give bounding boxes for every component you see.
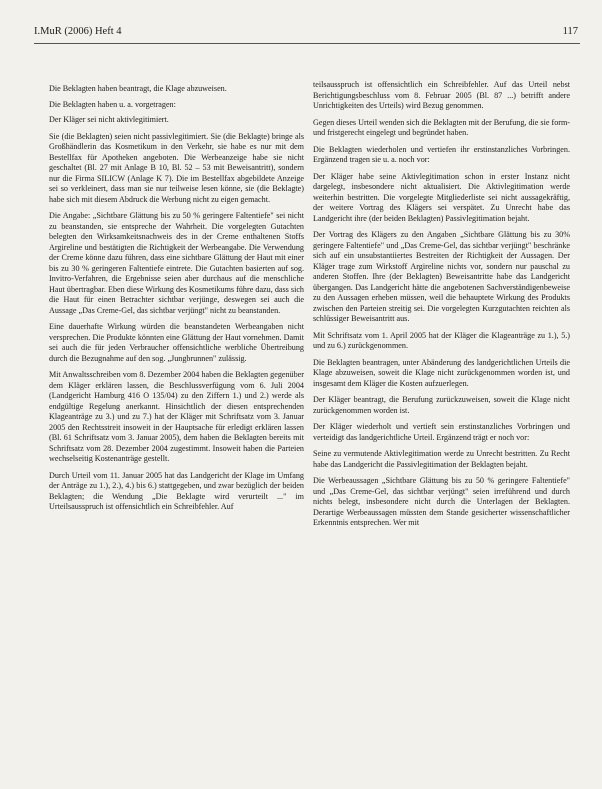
paragraph: Die Werbeaussagen „Sichtbare Glättung bis zu 50 % geringere Faltentiefe" und „Das Creme-Gel, das sichtbar verjüngt" seien irreführend und durch nichts belegt, insbesondere nicht durch die Unterlagen der Beklagten. Derartige Werbeaussagen müssten dem Stande gesicherter wissenschaftlicher Erkenntnis entsprechen. Wer mit: [313, 476, 570, 527]
paragraph: Die Beklagten wiederholen und vertiefen ihr erstinstanzliches Vorbringen. Ergänzend tragen sie u. a. noch vor:: [313, 144, 570, 164]
paragraph: Die Angabe: „Sichtbare Glättung bis zu 50 % geringere Faltentiefe" sei nicht zu beanstanden, sie entspreche der Wahrheit. Die vorgelegten Gutachten belegten den Wirksamkeitsnachweis des in der Creme enthaltenen Stoffs Argireline und bestätigten die Richtigkeit der Werbeangabe. Die Verwendung der Creme könne dazu führen, dass eine sichtbare Glättung der Haut mit einer bis zu 30 % geringeren Faltentiefe eintrete. Die Gutachten basierten auf sog. Invitro-Verfahren, die Ergebnisse seien aber durchaus auf die menschliche Haut übertragbar. Eben diese Wirkung des Kosmetikums führe dazu, dass sich die Haut für einen Betrachter sichtbar verjünge, deswegen sei auch die Aussage „Das Creme-Gel, das sichtbar verjüngt" nicht zu beanstanden.: [49, 211, 304, 315]
paragraph: Gegen dieses Urteil wenden sich die Beklagten mit der Berufung, die sie form- und fristgerecht eingelegt und begründet haben.: [313, 117, 570, 137]
page-number: 117: [562, 26, 578, 37]
paragraph: Eine dauerhafte Wirkung würden die beanstandeten Werbeangaben nicht versprechen. Die Produkte könnten eine Glättung der Haut vornehmen. Damit sei auch die für jeden Verbraucher offensichtliche werbliche Übertreibung durch die Bezugnahme auf den sog. „Jungbrunnen" zulässig.: [49, 322, 304, 363]
paragraph: Die Beklagten beantragen, unter Abänderung des landgerichtlichen Urteils die Klage abzuweisen, soweit die Klage nicht zurückgenommen worden ist, und insgesamt dem Kläger die Kosten aufzuerlegen.: [313, 357, 570, 388]
paragraph: Sie (die Beklagten) seien nicht passivlegitimiert. Sie (die Beklagte) bringe als Großhändlerin das Kosmetikum in den Verkehr, sie habe es nur mit dem Bestellfax für Apotheken angeboten. Die Werbeanzeige habe sie nicht geschaltet (Bl. 27 mit Anlage B 10, Bl. 52 – 53 mit Beweisantritt), sondern nur die Firma SILICW (Anlage K 7). Die im Bestellfax abgebildete Anzeige sei so verkleinert, dass man sie nur teilweise lesen könne, sie (die Beklagte) habe sich mit diesem Abdruck die Werbung nicht zu eigen gemacht.: [49, 131, 304, 204]
paragraph: Der Kläger beantragt, die Berufung zurückzuweisen, soweit die Klage nicht zurückgenommen worden ist.: [313, 395, 570, 415]
right-column: [313, 80, 570, 534]
paragraph: teilsausspruch ist offensichtlich ein Schreibfehler. Auf das Urteil nebst Berichtigungsbeschluss vom 8. Februar 2005 (Bl. 87 ...) betrifft andere Unrichtigkeiten des Urteils) wird Bezug genommen.: [313, 80, 570, 110]
paragraph: Die Beklagten haben u. a. vorgetragen:: [49, 99, 176, 109]
paragraph: Der Kläger sei nicht aktivlegitimiert.: [49, 115, 169, 124]
paragraph: Der Vortrag des Klägers zu den Angaben „Sichtbare Glättung bis zu 30% geringere Faltentiefe" und „Das Creme-Gel, das sichtbar verjüngt" beschränke sich auf ein unsubstantiiertes Bestreiten der Richtigkeit der Aussagen. Der Kläger trage zum Wirkstoff Argireline nichts vor, sondern nur pauschal zu anderen Stoffen. Ihre (der Beklagten) Beweisantritte habe das Landgericht übergangen. Das Landgericht hätte die angebotenen Sachverständigenbeweise zu den Aussagen erheben müssen, weil die behauptete Wirkung des Produkts zwischen den Parteien streitig sei. Die vorgelegten Kurzgutachten reichten als schlüssiger Beweisantritt aus.: [313, 230, 570, 323]
paragraph: Die Beklagten haben beantragt, die Klage abzuweisen.: [49, 84, 227, 93]
paragraph: Der Kläger habe seine Aktivlegitimation schon in erster Instanz nicht dargelegt, insbesondere nicht aktualisiert. Die Aktivlegitimation werde weiterhin bestritten. Die vorgelegte Mitgliederliste sei nicht aussagekräftig, der weitere Vortrag des Klägers sei verspätet. Zu Unrecht habe das Landgericht ihre (der beiden Beklagten) Passivlegitimation bejaht.: [313, 171, 570, 223]
left-column: [49, 84, 304, 518]
journal-reference: I.MuR (2006) Heft 4: [34, 26, 122, 37]
paragraph: Mit Anwaltsschreiben vom 8. Dezember 2004 haben die Beklagten gegenüber dem Kläger erklären lassen, die Beschlussverfügung vom 6. Juli 2004 (Landgericht Hamburg 416 O 135/04) zu den Ziffern 1.) und 2.) werde als endgültige Regelung anerkannt. Hinsichtlich der diesen entsprechenden Klageanträge zu 3.) und zu 7.) hat der Kläger mit Schriftsatz vom 3. Januar 2005 den Rechtsstreit insoweit in der Hauptsache für erledigt erklären lassen (Bl. 61 Schriftsatz vom 3. Januar 2005), dem haben die Beklagten bereits mit Schriftsatz vom 28. Dezember 2004 zugestimmt. Insoweit haben die Parteien wechselseitig Kostenanträge gestellt.: [49, 370, 304, 463]
page-header: [34, 26, 578, 42]
paragraph: Der Kläger wiederholt und vertieft sein erstinstanzliches Vorbringen und verteidigt das landgerichtliche Urteil. Ergänzend trägt er noch vor:: [313, 422, 570, 442]
paragraph: Mit Schriftsatz vom 1. April 2005 hat der Kläger die Klageanträge zu 1.), 5.) und zu 6.) zurückgenommen.: [313, 330, 570, 350]
paragraph: Seine zu vermutende Aktivlegitimation werde zu Unrecht bestritten. Zu Recht habe das Landgericht die Passivlegitimation der Beklagten bejaht.: [313, 449, 570, 469]
header-divider: [34, 43, 580, 44]
paragraph: Durch Urteil vom 11. Januar 2005 hat das Landgericht der Klage im Umfang der Anträge zu 1.), 2.), 4.) bis 6.) stattgegeben, und zwar bezüglich der beiden Beklagten; die Wendung „Die Beklagte wird verurteilt ..." im Urteilsausspruch ist offensichtlich ein Schreibfehler. Auf: [49, 470, 304, 511]
